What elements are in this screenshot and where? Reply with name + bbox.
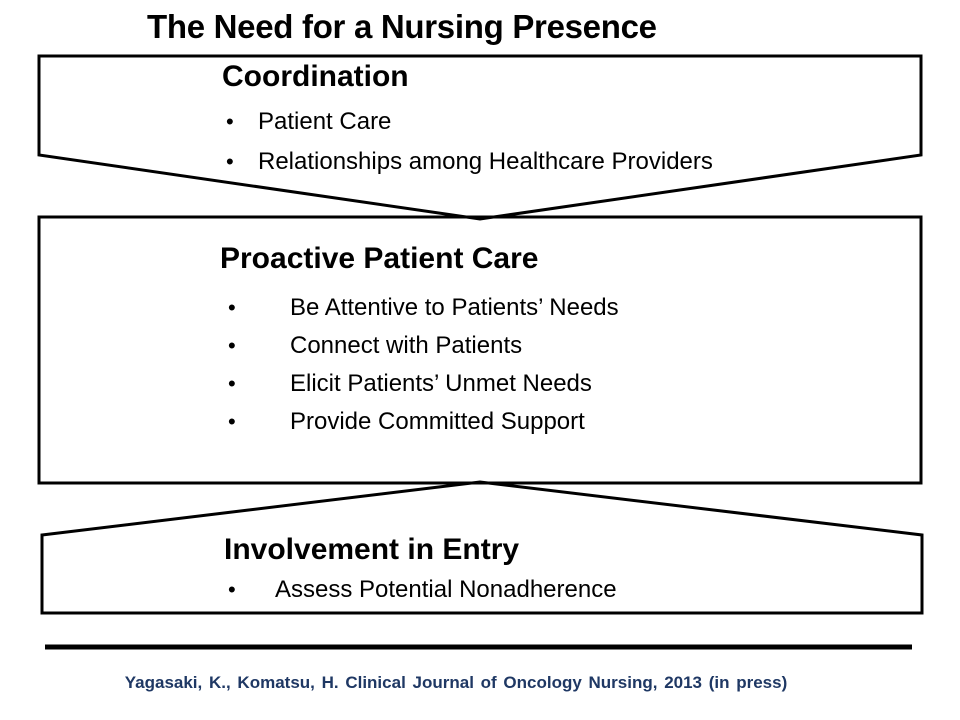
list-item [226, 142, 713, 182]
coordination-box-title: Coordination [222, 60, 409, 93]
proactive-bullet-list [228, 289, 619, 441]
bullet-icon: • [226, 109, 234, 134]
bullet-icon: • [228, 577, 236, 602]
coordination-bullet-list [226, 102, 713, 182]
list-item [228, 327, 619, 365]
bullet-text: Patient Care [258, 108, 392, 135]
bullet-icon: • [228, 371, 236, 396]
bullet-icon: • [228, 295, 236, 320]
bullet-text: Connect with Patients [290, 332, 523, 359]
list-item [228, 403, 619, 441]
bullet-text: Elicit Patients’ Unmet Needs [290, 370, 592, 397]
list-item [228, 365, 619, 403]
bullet-text: Relationships among Healthcare Providers [258, 148, 713, 175]
list-item [226, 102, 713, 142]
list-item [228, 289, 619, 327]
involvement-box-title: Involvement in Entry [224, 533, 520, 566]
proactive-box-title: Proactive Patient Care [220, 242, 539, 275]
list-item [228, 571, 617, 609]
bullet-text: Be Attentive to Patients’ Needs [290, 294, 619, 321]
citation-text: Yagasaki, K., Komatsu, H. Clinical Journal of Oncology Nursing, 2013 (in press) [124, 673, 788, 692]
bullet-icon: • [228, 409, 236, 434]
involvement-bullet-list [228, 571, 617, 609]
bullet-text: Provide Committed Support [290, 408, 585, 435]
bullet-text: Assess Potential Nonadherence [275, 576, 617, 603]
bullet-icon: • [226, 149, 234, 174]
bullet-icon: • [228, 333, 236, 358]
slide-title: The Need for a Nursing Presence [147, 8, 657, 45]
